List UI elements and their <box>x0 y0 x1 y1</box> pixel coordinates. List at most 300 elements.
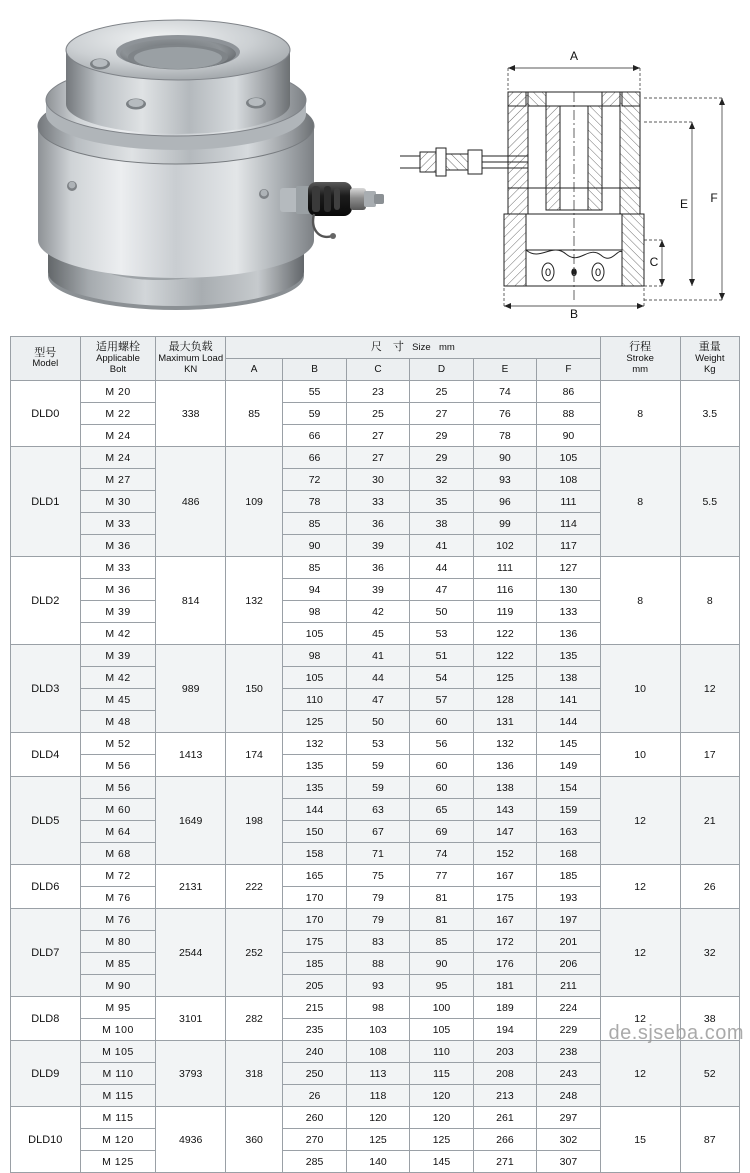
cell-bolt: M 27 <box>80 469 156 491</box>
cell-bolt: M 24 <box>80 425 156 447</box>
cell-dim-d: 115 <box>410 1063 473 1085</box>
cell-weight: 17 <box>680 733 739 777</box>
cell-dim-c: 59 <box>346 777 409 799</box>
cell-weight: 87 <box>680 1107 739 1173</box>
cell-stroke: 12 <box>600 777 680 865</box>
cell-dim-e: 74 <box>473 381 536 403</box>
cell-dim-b: 85 <box>283 557 346 579</box>
drawing-digit-mid: 0 <box>570 267 578 279</box>
cell-dim-d: 35 <box>410 491 473 513</box>
cell-max-load: 338 <box>156 381 226 447</box>
cell-dim-b: 158 <box>283 843 346 865</box>
dim-label-C: C <box>649 255 659 269</box>
th-size-unit: mm <box>439 342 455 354</box>
cell-dim-c: 53 <box>346 733 409 755</box>
cell-dim-d: 74 <box>410 843 473 865</box>
cell-bolt: M 24 <box>80 447 156 469</box>
cell-dim-f: 168 <box>537 843 601 865</box>
cell-dim-d: 53 <box>410 623 473 645</box>
cell-dim-e: 116 <box>473 579 536 601</box>
cell-dim-b: 215 <box>283 997 346 1019</box>
table-row <box>11 865 740 887</box>
cell-dim-c: 39 <box>346 535 409 557</box>
cell-dim-f: 297 <box>537 1107 601 1129</box>
cell-model: DLD4 <box>11 733 81 777</box>
cell-dim-d: 85 <box>410 931 473 953</box>
cell-dim-d: 44 <box>410 557 473 579</box>
cell-dim-e: 147 <box>473 821 536 843</box>
th-size-cn: 尺 寸 <box>370 341 404 354</box>
cell-bolt: M 39 <box>80 645 156 667</box>
cell-bolt: M 42 <box>80 667 156 689</box>
cell-dim-d: 110 <box>410 1041 473 1063</box>
cell-dim-d: 41 <box>410 535 473 557</box>
th-dim-B: B <box>283 359 346 381</box>
cell-dim-e: 152 <box>473 843 536 865</box>
cell-dim-d: 54 <box>410 667 473 689</box>
th-bolt <box>80 337 156 381</box>
cell-dim-d: 69 <box>410 821 473 843</box>
cell-dim-d: 120 <box>410 1085 473 1107</box>
cell-dim-d: 50 <box>410 601 473 623</box>
cell-dim-b: 144 <box>283 799 346 821</box>
cell-dim-d: 90 <box>410 953 473 975</box>
cell-dim-b: 185 <box>283 953 346 975</box>
cell-dim-c: 36 <box>346 513 409 535</box>
cell-dim-f: 108 <box>537 469 601 491</box>
cell-dim-c: 41 <box>346 645 409 667</box>
cell-dim-a: 360 <box>225 1107 282 1173</box>
cell-max-load: 3101 <box>156 997 226 1041</box>
cell-dim-c: 25 <box>346 403 409 425</box>
cell-dim-e: 90 <box>473 447 536 469</box>
cell-dim-c: 79 <box>346 909 409 931</box>
cell-dim-d: 125 <box>410 1129 473 1151</box>
cell-dim-f: 248 <box>537 1085 601 1107</box>
cell-bolt: M 45 <box>80 689 156 711</box>
cell-dim-b: 170 <box>283 909 346 931</box>
cell-dim-f: 185 <box>537 865 601 887</box>
cell-dim-d: 32 <box>410 469 473 491</box>
cell-dim-f: 88 <box>537 403 601 425</box>
cell-dim-d: 60 <box>410 755 473 777</box>
th-weight <box>680 337 739 381</box>
cell-weight: 38 <box>680 997 739 1041</box>
cell-weight: 21 <box>680 777 739 865</box>
cell-dim-d: 56 <box>410 733 473 755</box>
cell-dim-e: 128 <box>473 689 536 711</box>
cell-dim-c: 23 <box>346 381 409 403</box>
cell-dim-d: 60 <box>410 777 473 799</box>
cell-dim-c: 103 <box>346 1019 409 1041</box>
cell-dim-d: 81 <box>410 909 473 931</box>
th-stroke-en: Stroke <box>626 352 654 364</box>
cell-stroke: 10 <box>600 733 680 777</box>
cell-dim-d: 38 <box>410 513 473 535</box>
cell-dim-e: 122 <box>473 623 536 645</box>
dim-label-F: F <box>710 191 718 205</box>
cell-max-load: 2544 <box>156 909 226 997</box>
cell-dim-e: 189 <box>473 997 536 1019</box>
cell-dim-c: 108 <box>346 1041 409 1063</box>
cell-dim-f: 206 <box>537 953 601 975</box>
cell-weight: 8 <box>680 557 739 645</box>
th-bolt-en2: Bolt <box>109 363 127 375</box>
table-row <box>11 997 740 1019</box>
cell-weight: 32 <box>680 909 739 997</box>
th-dim-C: C <box>346 359 409 381</box>
table-body <box>11 381 740 1173</box>
cell-dim-b: 72 <box>283 469 346 491</box>
cell-dim-c: 50 <box>346 711 409 733</box>
cell-dim-c: 120 <box>346 1107 409 1129</box>
cell-dim-f: 144 <box>537 711 601 733</box>
th-model <box>11 337 81 381</box>
cell-dim-c: 45 <box>346 623 409 645</box>
cell-bolt: M 60 <box>80 799 156 821</box>
cell-dim-d: 57 <box>410 689 473 711</box>
cell-dim-f: 224 <box>537 997 601 1019</box>
table-row <box>11 909 740 931</box>
cell-dim-f: 135 <box>537 645 601 667</box>
cell-dim-f: 114 <box>537 513 601 535</box>
cell-dim-f: 111 <box>537 491 601 513</box>
th-weight-unit: Kg <box>703 363 716 375</box>
cell-dim-e: 76 <box>473 403 536 425</box>
cell-bolt: M 36 <box>80 579 156 601</box>
dim-label-E: E <box>679 197 689 211</box>
cell-dim-e: 266 <box>473 1129 536 1151</box>
watermark: de.sjseba.com <box>608 1022 744 1044</box>
cell-weight: 12 <box>680 645 739 733</box>
dim-label-A: A <box>569 49 579 63</box>
cell-dim-b: 105 <box>283 667 346 689</box>
cell-dim-f: 154 <box>537 777 601 799</box>
cell-dim-f: 86 <box>537 381 601 403</box>
th-dim-E: E <box>473 359 536 381</box>
cell-dim-e: 175 <box>473 887 536 909</box>
cell-dim-c: 71 <box>346 843 409 865</box>
cell-stroke: 12 <box>600 909 680 997</box>
cell-dim-e: 167 <box>473 909 536 931</box>
cell-dim-f: 105 <box>537 447 601 469</box>
cell-bolt: M 110 <box>80 1063 156 1085</box>
cell-dim-d: 60 <box>410 711 473 733</box>
figure-area <box>0 0 750 330</box>
cell-dim-b: 59 <box>283 403 346 425</box>
cell-dim-f: 229 <box>537 1019 601 1041</box>
cell-dim-c: 42 <box>346 601 409 623</box>
cell-weight: 26 <box>680 865 739 909</box>
cell-dim-d: 29 <box>410 425 473 447</box>
cell-dim-a: 150 <box>225 645 282 733</box>
table-row <box>11 557 740 579</box>
drawing-digit-right: 0 <box>594 267 602 279</box>
cell-dim-c: 79 <box>346 887 409 909</box>
cell-model: DLD5 <box>11 777 81 865</box>
cell-dim-e: 203 <box>473 1041 536 1063</box>
cell-stroke: 8 <box>600 557 680 645</box>
cell-dim-a: 222 <box>225 865 282 909</box>
cell-dim-d: 27 <box>410 403 473 425</box>
cell-dim-d: 47 <box>410 579 473 601</box>
cell-bolt: M 36 <box>80 535 156 557</box>
cell-dim-b: 90 <box>283 535 346 557</box>
cell-stroke: 10 <box>600 645 680 733</box>
cell-dim-a: 174 <box>225 733 282 777</box>
cell-bolt: M 115 <box>80 1085 156 1107</box>
cell-dim-e: 138 <box>473 777 536 799</box>
th-dim-A: A <box>225 359 282 381</box>
cell-dim-b: 132 <box>283 733 346 755</box>
cell-dim-e: 271 <box>473 1151 536 1173</box>
cell-max-load: 486 <box>156 447 226 557</box>
th-model-cn: 型号 <box>34 346 57 359</box>
th-stroke <box>600 337 680 381</box>
cell-dim-b: 270 <box>283 1129 346 1151</box>
cell-dim-c: 113 <box>346 1063 409 1085</box>
cell-dim-f: 136 <box>537 623 601 645</box>
cell-bolt: M 56 <box>80 777 156 799</box>
cell-dim-b: 55 <box>283 381 346 403</box>
cell-dim-b: 105 <box>283 623 346 645</box>
th-dim-F: F <box>537 359 601 381</box>
cell-dim-a: 198 <box>225 777 282 865</box>
table-row <box>11 645 740 667</box>
specification-table-wrapper <box>10 336 740 1173</box>
cell-dim-b: 170 <box>283 887 346 909</box>
cell-dim-b: 285 <box>283 1151 346 1173</box>
table-row <box>11 447 740 469</box>
technical-drawing <box>400 10 745 320</box>
cell-dim-c: 59 <box>346 755 409 777</box>
cell-dim-e: 213 <box>473 1085 536 1107</box>
cell-dim-e: 111 <box>473 557 536 579</box>
cell-stroke: 8 <box>600 381 680 447</box>
cell-stroke: 12 <box>600 1041 680 1107</box>
cell-dim-f: 138 <box>537 667 601 689</box>
cell-bolt: M 64 <box>80 821 156 843</box>
cell-dim-f: 243 <box>537 1063 601 1085</box>
cell-dim-b: 150 <box>283 821 346 843</box>
cell-bolt: M 90 <box>80 975 156 997</box>
table-row <box>11 381 740 403</box>
cell-dim-f: 159 <box>537 799 601 821</box>
cell-dim-f: 211 <box>537 975 601 997</box>
cell-dim-b: 98 <box>283 645 346 667</box>
cell-model: DLD6 <box>11 865 81 909</box>
cell-dim-e: 78 <box>473 425 536 447</box>
cell-model: DLD7 <box>11 909 81 997</box>
cell-dim-f: 238 <box>537 1041 601 1063</box>
cell-dim-f: 302 <box>537 1129 601 1151</box>
cell-stroke: 12 <box>600 997 680 1041</box>
cell-model: DLD1 <box>11 447 81 557</box>
cell-weight: 3.5 <box>680 381 739 447</box>
cell-dim-e: 96 <box>473 491 536 513</box>
cell-dim-f: 149 <box>537 755 601 777</box>
cell-dim-d: 51 <box>410 645 473 667</box>
th-stroke-cn: 行程 <box>629 341 652 354</box>
cell-dim-b: 125 <box>283 711 346 733</box>
cell-dim-a: 252 <box>225 909 282 997</box>
table-row <box>11 733 740 755</box>
cell-dim-d: 145 <box>410 1151 473 1173</box>
cell-dim-c: 27 <box>346 447 409 469</box>
cell-dim-c: 36 <box>346 557 409 579</box>
cell-bolt: M 42 <box>80 623 156 645</box>
cell-dim-e: 261 <box>473 1107 536 1129</box>
th-load-en: Maximum Load <box>158 352 224 364</box>
cell-max-load: 4936 <box>156 1107 226 1173</box>
cell-bolt: M 105 <box>80 1041 156 1063</box>
cell-model: DLD2 <box>11 557 81 645</box>
cell-bolt: M 80 <box>80 931 156 953</box>
cell-dim-f: 117 <box>537 535 601 557</box>
cell-dim-f: 90 <box>537 425 601 447</box>
cell-bolt: M 30 <box>80 491 156 513</box>
cell-dim-c: 44 <box>346 667 409 689</box>
cell-dim-e: 176 <box>473 953 536 975</box>
cell-max-load: 2131 <box>156 865 226 909</box>
cell-model: DLD9 <box>11 1041 81 1107</box>
cell-dim-b: 66 <box>283 447 346 469</box>
cell-bolt: M 120 <box>80 1129 156 1151</box>
th-model-en: Model <box>32 358 59 370</box>
cell-dim-b: 26 <box>283 1085 346 1107</box>
cell-dim-d: 81 <box>410 887 473 909</box>
cell-dim-e: 93 <box>473 469 536 491</box>
th-load-unit: KN <box>184 363 198 375</box>
cell-weight: 52 <box>680 1041 739 1107</box>
cell-dim-f: 130 <box>537 579 601 601</box>
cell-dim-b: 78 <box>283 491 346 513</box>
cell-dim-a: 85 <box>225 381 282 447</box>
th-load <box>156 337 226 381</box>
cell-dim-d: 65 <box>410 799 473 821</box>
cell-dim-b: 175 <box>283 931 346 953</box>
cell-dim-c: 98 <box>346 997 409 1019</box>
cell-dim-b: 135 <box>283 777 346 799</box>
cell-dim-e: 132 <box>473 733 536 755</box>
cell-dim-e: 181 <box>473 975 536 997</box>
cell-dim-d: 100 <box>410 997 473 1019</box>
cell-dim-c: 27 <box>346 425 409 447</box>
cell-max-load: 989 <box>156 645 226 733</box>
cell-stroke: 15 <box>600 1107 680 1173</box>
cell-dim-e: 131 <box>473 711 536 733</box>
cell-dim-e: 167 <box>473 865 536 887</box>
cell-bolt: M 22 <box>80 403 156 425</box>
cell-bolt: M 52 <box>80 733 156 755</box>
cell-weight: 5.5 <box>680 447 739 557</box>
cell-max-load: 814 <box>156 557 226 645</box>
cell-dim-b: 235 <box>283 1019 346 1041</box>
cell-bolt: M 95 <box>80 997 156 1019</box>
cell-dim-b: 85 <box>283 513 346 535</box>
cell-dim-b: 260 <box>283 1107 346 1129</box>
cell-dim-b: 94 <box>283 579 346 601</box>
cell-dim-b: 240 <box>283 1041 346 1063</box>
cell-dim-d: 25 <box>410 381 473 403</box>
cell-model: DLD0 <box>11 381 81 447</box>
table-row <box>11 1107 740 1129</box>
cell-dim-c: 75 <box>346 865 409 887</box>
cell-max-load: 1649 <box>156 777 226 865</box>
th-weight-en: Weight <box>695 352 725 364</box>
cell-dim-e: 125 <box>473 667 536 689</box>
cell-dim-f: 133 <box>537 601 601 623</box>
cell-dim-b: 66 <box>283 425 346 447</box>
cell-dim-d: 120 <box>410 1107 473 1129</box>
th-stroke-unit: mm <box>632 363 649 375</box>
cell-dim-c: 39 <box>346 579 409 601</box>
cell-dim-e: 102 <box>473 535 536 557</box>
cell-max-load: 1413 <box>156 733 226 777</box>
th-bolt-en1: Applicable <box>96 352 140 364</box>
cell-dim-c: 88 <box>346 953 409 975</box>
cell-dim-b: 165 <box>283 865 346 887</box>
cell-max-load: 3793 <box>156 1041 226 1107</box>
cell-dim-a: 109 <box>225 447 282 557</box>
th-size-group <box>225 337 600 359</box>
cell-bolt: M 100 <box>80 1019 156 1041</box>
cell-model: DLD10 <box>11 1107 81 1173</box>
cell-dim-d: 77 <box>410 865 473 887</box>
cell-dim-c: 63 <box>346 799 409 821</box>
cell-dim-f: 201 <box>537 931 601 953</box>
cell-bolt: M 125 <box>80 1151 156 1173</box>
th-bolt-cn: 适用螺栓 <box>95 341 140 354</box>
cell-dim-b: 110 <box>283 689 346 711</box>
cell-dim-b: 250 <box>283 1063 346 1085</box>
cell-dim-e: 172 <box>473 931 536 953</box>
cell-dim-a: 132 <box>225 557 282 645</box>
th-size-en: Size <box>412 342 431 354</box>
cell-bolt: M 39 <box>80 601 156 623</box>
th-weight-cn: 重量 <box>698 341 721 354</box>
cell-dim-a: 282 <box>225 997 282 1041</box>
table-head <box>11 337 740 381</box>
cell-bolt: M 68 <box>80 843 156 865</box>
cell-bolt: M 76 <box>80 909 156 931</box>
cell-dim-c: 83 <box>346 931 409 953</box>
cell-bolt: M 72 <box>80 865 156 887</box>
cell-dim-f: 145 <box>537 733 601 755</box>
th-dim-D: D <box>410 359 473 381</box>
cell-dim-e: 208 <box>473 1063 536 1085</box>
cell-dim-c: 30 <box>346 469 409 491</box>
cell-dim-f: 197 <box>537 909 601 931</box>
cell-dim-e: 194 <box>473 1019 536 1041</box>
cell-bolt: M 56 <box>80 755 156 777</box>
cell-dim-c: 47 <box>346 689 409 711</box>
cell-dim-e: 119 <box>473 601 536 623</box>
cell-dim-c: 33 <box>346 491 409 513</box>
cell-dim-c: 140 <box>346 1151 409 1173</box>
th-load-cn: 最大负载 <box>168 341 213 354</box>
cell-bolt: M 20 <box>80 381 156 403</box>
cell-dim-c: 93 <box>346 975 409 997</box>
cell-dim-e: 143 <box>473 799 536 821</box>
cell-dim-d: 95 <box>410 975 473 997</box>
cell-dim-f: 163 <box>537 821 601 843</box>
cell-dim-b: 98 <box>283 601 346 623</box>
cell-model: DLD3 <box>11 645 81 733</box>
cell-bolt: M 76 <box>80 887 156 909</box>
cell-model: DLD8 <box>11 997 81 1041</box>
cell-bolt: M 33 <box>80 513 156 535</box>
